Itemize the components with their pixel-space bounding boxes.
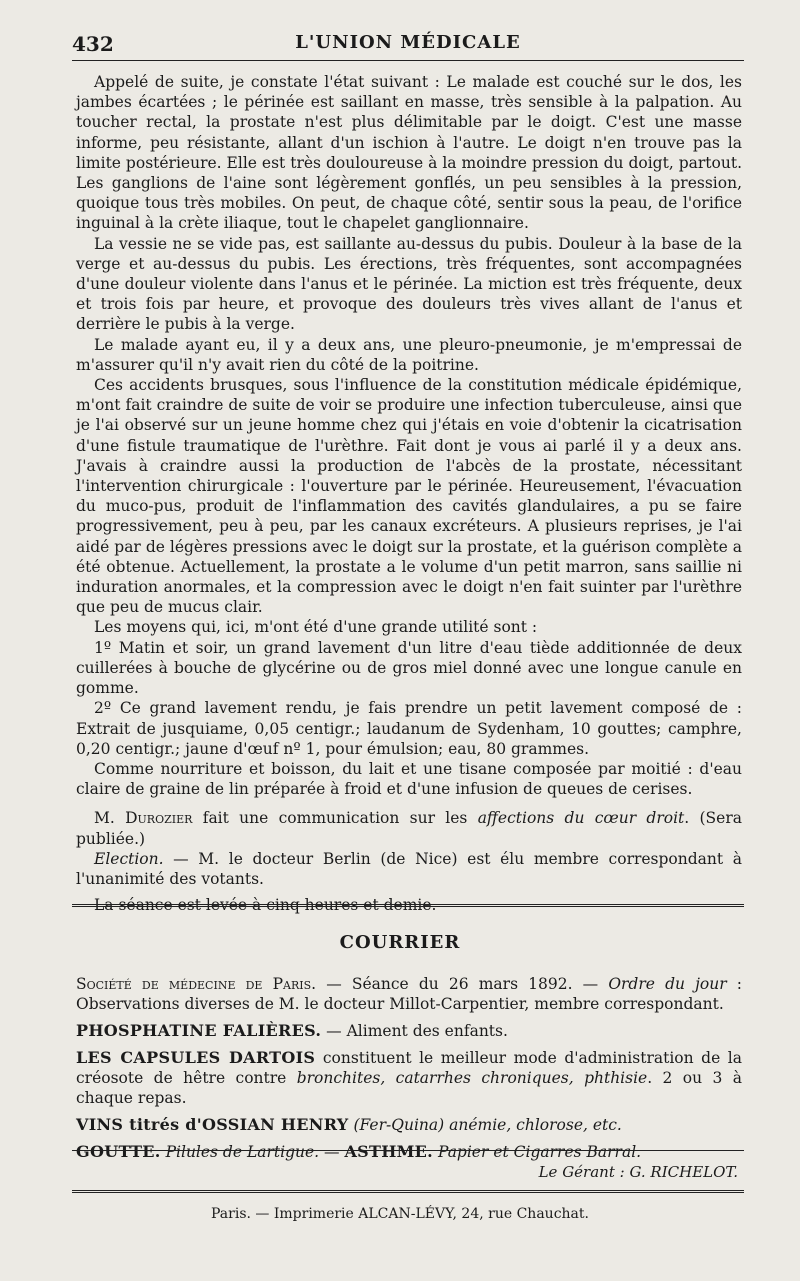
journal-title: L'UNION MÉDICALE [295,32,521,53]
paragraph: Le malade ayant eu, il y a deux ans, une pleuro-pneumonie, je m'empressai de m'assurer qu'il n'y avait rien du côté de la poitrine. [76,335,742,374]
article-body [76,72,742,915]
ad-diseases: bronchites, catarrhes chroniques, phthisie [296,1069,648,1087]
societe-notice [76,974,742,1014]
ad-brand: ASTHME. [344,1142,434,1161]
ad-text: Pilules de Lartigue. [160,1143,320,1161]
ad-brand: GOUTTE. [76,1142,161,1161]
ad-brand: LES CAPSULES DARTOIS [76,1048,316,1067]
header-rule [72,60,744,61]
courrier-body [76,974,742,1169]
ad-brand: VINS titrés d'OSSIAN HENRY [76,1115,349,1134]
communication-text: fait une communication sur les [192,809,478,828]
election-label: Election. [94,849,164,868]
running-header [72,26,744,54]
communication-topic: affections du cœur droit [477,809,685,828]
ad-dose: . 2 ou 3 à chaque repas. [76,1069,743,1107]
paragraph: Ces accidents brusques, sous l'influence de la constitution médicale épidémique, m'ont fait craindre de suite de voir se produire une infection tuberculeuse, ainsi que je l'ai observé sur un jeune homme chez qui j'étais en voie d'obtenir la cicatrisation d'une fistule traumatique de l'urèthre. Fait dont je vous ai parlé il y a deux ans. J'avais à craindre aussi la production de l'abcès de la prostate, nécessitant l'intervention chirurgicale : l'ouverture par le périnée. Heureusement, l'évacuation du muco-pus, produit de l'inflammation des cavités glandulaires, a pu se faire progressivement, peu à peu, par les canaux excréteurs. A plusieurs reprises, je l'ai aidé par de légères pressions avec le doigt sur la prostate, et la guérison complète a été obtenue. Actuellement, la prostate a le volume d'un petit marron, sans saillie ni induration anormales, et la compression avec le doigt n'en fait suinter par l'urèthre que peu de mucus clair. [76,376,742,617]
gerant-line [539,1163,738,1181]
page-number: 432 [72,32,114,56]
order-of-day: Ordre du jour [608,975,727,993]
courrier-heading: COURRIER [339,932,461,953]
election-text: — M. le docteur Berlin (de Nice) est élu membre correspondant à l'unanimité des votants. [76,849,742,888]
ad-text: constituent le meilleur mode d'administration de la créosote de hêtre contre [76,1049,742,1087]
election-paragraph [76,849,742,889]
ad-text: Papier et Cigarres Barral. [433,1143,642,1161]
communication-note: . (Sera publiée.) [76,809,742,848]
vins-ad [76,1115,742,1135]
ad-uses: anémie, chlorose, etc. [449,1116,622,1134]
ad-text: — Aliment des enfants. [321,1022,508,1040]
printer-line: Paris. — Imprimerie ALCAN-LÉVY, 24, rue Chauchat. [211,1206,589,1222]
paragraph: 2º Ce grand lavement rendu, je fais prendre un petit lavement composé de : Extrait de jusquiame, 0,05 centigr.; laudanum de Sydenham, 10 gouttes; camphre, 0,20 centigr.; jaune d'œuf nº 1, pour émulsion; eau, 80 grammes. [76,699,742,758]
gerant-label: Le Gérant : [538,1163,630,1181]
footer-rule [72,1190,744,1193]
capsules-ad [76,1048,742,1108]
societe-rest: : Observations diverses de M. le docteur Millot-Carpentier, membre correspondant. [76,975,742,1013]
gerant-name: G. RICHELOT. [629,1163,738,1181]
paragraph: La vessie ne se vide pas, est saillante au-dessus du pubis. Douleur à la base de la verge et au-dessus du pubis. Les érections, très fréquentes, sont accompagnées d'une douleur violente dans l'anus et le périnée. La miction est très fréquente, deux et trois fois par heure, et provoque des douleurs très vives allant de l'anus et derrière le pubis à la verge. [76,234,742,334]
paragraph: Comme nourriture et boisson, du lait et une tisane composée par moitié : d'eau claire de graine de lin préparée à froid et d'une infusion de queues de cerises. [76,759,742,799]
ad-brand: PHOSPHATINE FALIÈRES. [76,1021,322,1040]
paragraph: 1º Matin et soir, un grand lavement d'un litre d'eau tiède additionnée de deux cuillerées à bouche de glycérine ou de gros miel donné avec une longue canule en gomme. [76,638,742,698]
footer-rule-top [72,1150,744,1151]
societe-name: Société de médecine de Paris. [76,975,317,993]
phosphatine-ad [76,1021,742,1041]
goutte-ad [76,1142,742,1162]
communication-paragraph [76,808,742,848]
ad-sep: — [319,1143,345,1161]
section-rule [72,904,744,907]
speaker-name: M. Durozier [94,809,193,828]
paragraph: Appelé de suite, je constate l'état suivant : Le malade est couché sur le dos, les jambes écartées ; le périnée est saillant en masse, très sensible à la palpation. Au toucher rectal, la prostate n'est plus délimitable par le doigt. C'est une masse informe, peu résistante, allant d'un ischion à l'autre. Le doigt n'en trouve pas la limite postérieure. Elle est très douloureuse à la moindre pression du doigt, partout. Les ganglions de l'aine sont légèrement gonflés, un peu sensibles à la pression, quoique tous très mobiles. On peut, de chaque côté, sentir sous la peau, de l'orifice inguinal à la crète iliaque, tout le chapelet ganglionnaire. [76,73,742,233]
ad-paren: (Fer-Quina) [348,1116,450,1134]
societe-text: — Séance du 26 mars 1892. — [316,975,609,993]
closing-line: La séance est levée à cinq heures et demie. [94,896,437,915]
paragraph: Les moyens qui, ici, m'ont été d'une grande utilité sont : [94,618,538,637]
